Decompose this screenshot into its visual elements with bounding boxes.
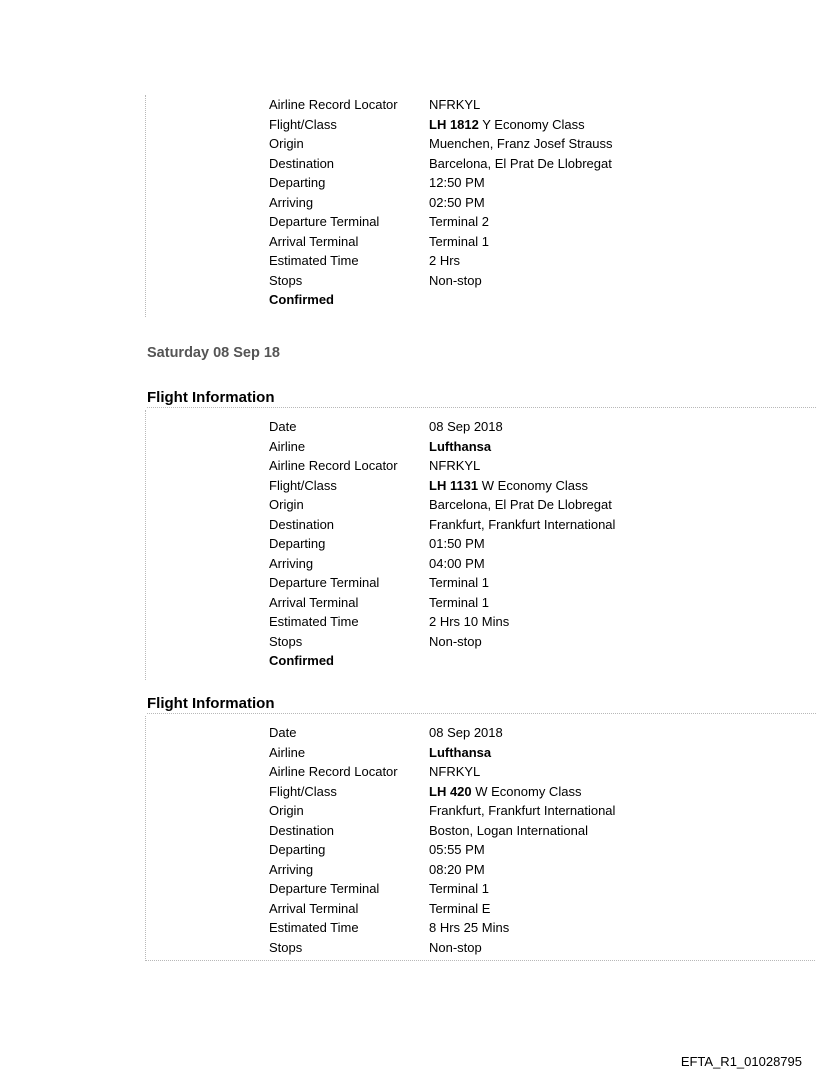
row-value: NFRKYL: [429, 764, 481, 779]
row-label: Departure Terminal: [269, 881, 380, 896]
row-value: 02:50 PM: [429, 194, 485, 210]
row-label: Destination: [269, 155, 335, 171]
row-label: Destination: [269, 822, 335, 838]
detail-row: [146, 821, 816, 841]
detail-row: [146, 417, 816, 437]
detail-row: [146, 554, 816, 574]
row-label: Destination: [269, 516, 335, 532]
detail-row: [146, 232, 816, 252]
status-confirmed: Confirmed: [269, 653, 334, 668]
row-label: Origin: [269, 803, 304, 818]
row-label: Estimated Time: [269, 920, 359, 935]
row-label: Departure Terminal: [269, 214, 380, 229]
detail-row: [146, 801, 816, 821]
flight-number: LH 420: [429, 783, 472, 799]
row-label: Departing: [269, 842, 326, 857]
detail-row: [146, 762, 816, 782]
detail-row: [146, 515, 816, 535]
detail-row: [146, 115, 816, 135]
day-heading: Saturday 08 Sep 18: [147, 345, 280, 361]
detail-row: [146, 271, 816, 291]
row-value: 12:50 PM: [429, 175, 485, 190]
detail-row: [146, 918, 816, 938]
detail-row: [146, 437, 816, 457]
row-value: Terminal 1: [429, 881, 489, 896]
row-value: NFRKYL: [429, 458, 481, 473]
detail-row: [146, 612, 816, 632]
row-value: 08 Sep 2018: [429, 419, 503, 434]
detail-row: [146, 456, 816, 476]
status-row: [146, 651, 816, 671]
row-label: Departing: [269, 175, 326, 190]
detail-row: [146, 879, 816, 899]
row-value: Terminal 1: [429, 594, 489, 610]
flight-segment-3: [145, 716, 816, 961]
row-value: 01:50 PM: [429, 536, 485, 551]
detail-row: [146, 593, 816, 613]
detail-row: [146, 95, 816, 115]
flight-segment-1: [145, 95, 816, 317]
detail-row: [146, 495, 816, 515]
detail-row: [146, 173, 816, 193]
row-value: Non-stop: [429, 633, 482, 649]
detail-row: [146, 134, 816, 154]
row-label: Arriving: [269, 861, 314, 877]
row-value: NFRKYL: [429, 97, 481, 112]
row-label: Arrival Terminal: [269, 594, 359, 610]
flight-number: LH 1131: [429, 477, 479, 493]
row-value: 05:55 PM: [429, 842, 485, 857]
detail-row: [146, 573, 816, 593]
row-label: Stops: [269, 939, 303, 955]
row-value: Non-stop: [429, 272, 482, 288]
detail-row: [146, 534, 816, 554]
row-label: Airline Record Locator: [269, 97, 398, 112]
row-label: Arriving: [269, 555, 314, 571]
row-label: Stops: [269, 272, 303, 288]
row-label: Flight/Class: [269, 783, 337, 799]
detail-row: [146, 193, 816, 213]
detail-row: [146, 840, 816, 860]
row-label: Origin: [269, 497, 304, 512]
detail-row: [146, 476, 816, 496]
class-text: W Economy Class: [471, 783, 582, 799]
row-label: Departing: [269, 536, 326, 551]
row-label: Airline: [269, 744, 306, 760]
row-label: Arrival Terminal: [269, 233, 359, 249]
row-value: Terminal E: [429, 900, 491, 916]
row-label: Airline: [269, 438, 306, 454]
detail-row: [146, 938, 816, 958]
detail-row: [146, 899, 816, 919]
class-text: Y Economy Class: [478, 116, 585, 132]
row-label: Airline Record Locator: [269, 458, 398, 473]
row-label: Flight/Class: [269, 116, 337, 132]
row-value: Barcelona, El Prat De Llobregat: [429, 155, 612, 171]
row-value: 2 Hrs: [429, 253, 461, 268]
flight-info-heading: Flight Information: [147, 389, 816, 408]
detail-row: [146, 632, 816, 652]
row-label: Estimated Time: [269, 614, 359, 629]
document-id: EFTA_R1_01028795: [680, 1054, 802, 1069]
row-value: Terminal 2: [429, 214, 489, 229]
row-value: 08:20 PM: [429, 861, 485, 877]
flight-class-value: [429, 476, 588, 496]
row-label: Origin: [269, 136, 304, 151]
row-value: 2 Hrs 10 Mins: [429, 614, 510, 629]
airline-value: Lufthansa: [429, 438, 492, 454]
row-value: Barcelona, El Prat De Llobregat: [429, 497, 612, 512]
row-value: 04:00 PM: [429, 555, 485, 571]
row-value: Boston, Logan International: [429, 822, 589, 838]
row-value: Frankfurt, Frankfurt International: [429, 516, 616, 532]
flight-number: LH 1812: [429, 116, 479, 132]
row-value: 08 Sep 2018: [429, 725, 503, 740]
row-label: Departure Terminal: [269, 575, 380, 590]
flight-info-heading: Flight Information: [147, 695, 816, 714]
row-value: 8 Hrs 25 Mins: [429, 920, 510, 935]
flight-class-value: [429, 115, 585, 135]
row-label: Airline Record Locator: [269, 764, 398, 779]
row-value: Frankfurt, Frankfurt International: [429, 803, 616, 818]
row-label: Date: [269, 419, 297, 434]
row-value: Terminal 1: [429, 575, 489, 590]
airline-value: Lufthansa: [429, 744, 492, 760]
status-confirmed: Confirmed: [269, 292, 334, 307]
flight-class-value: [429, 782, 581, 802]
row-value: Non-stop: [429, 939, 482, 955]
row-value: Terminal 1: [429, 233, 489, 249]
row-label: Estimated Time: [269, 253, 359, 268]
status-row: [146, 290, 816, 310]
detail-row: [146, 860, 816, 880]
detail-row: [146, 723, 816, 743]
row-label: Arriving: [269, 194, 314, 210]
detail-row: [146, 743, 816, 763]
row-label: Date: [269, 725, 297, 740]
flight-segment-2: [145, 410, 816, 680]
row-label: Arrival Terminal: [269, 900, 359, 916]
row-label: Stops: [269, 633, 303, 649]
detail-row: [146, 251, 816, 271]
class-text: W Economy Class: [478, 477, 588, 493]
detail-row: [146, 154, 816, 174]
row-value: Muenchen, Franz Josef Strauss: [429, 136, 613, 151]
detail-row: [146, 212, 816, 232]
row-label: Flight/Class: [269, 477, 337, 493]
detail-row: [146, 782, 816, 802]
